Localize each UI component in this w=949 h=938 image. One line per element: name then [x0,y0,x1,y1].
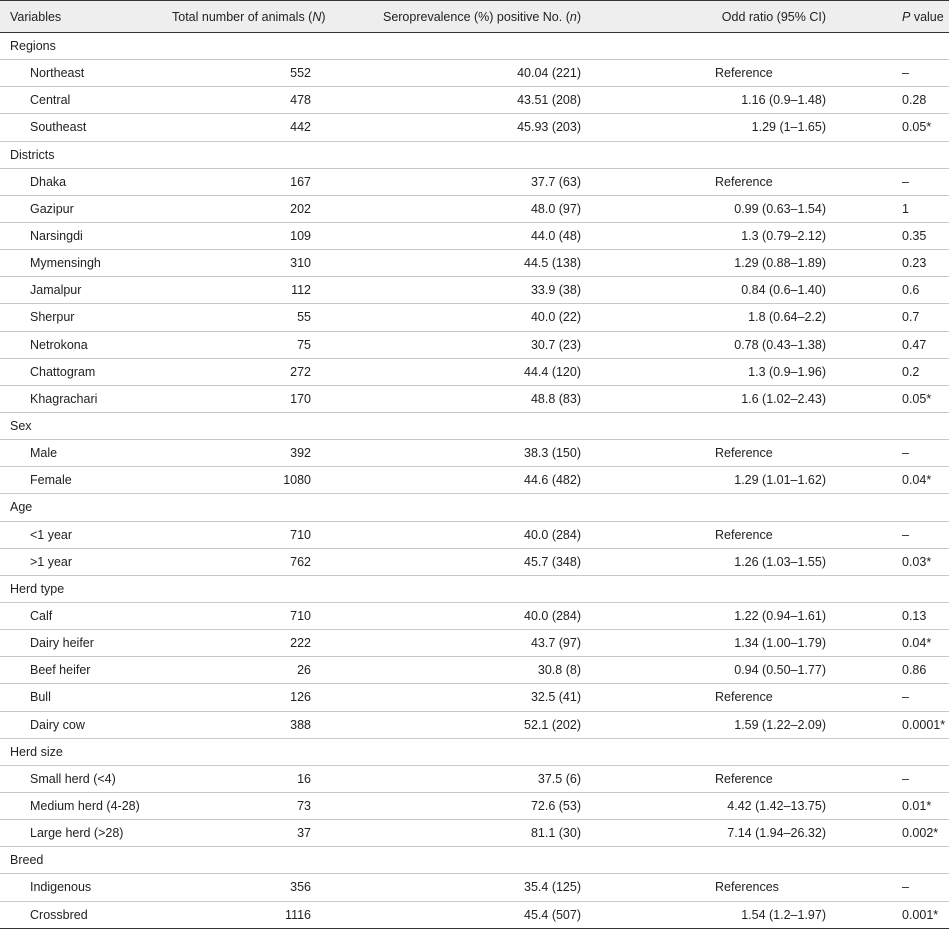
row-seroprevalence: 45.7 (348) [311,548,581,575]
table-row [0,901,949,928]
table-row [0,602,949,629]
row-p-value: 0.0001* [826,711,949,738]
row-seroprevalence: 40.04 (221) [311,60,581,87]
row-odds-ratio: 0.99 (0.63–1.54) [581,195,826,222]
row-total: 272 [172,358,311,385]
row-variable: Small herd (<4) [0,765,172,792]
group-row [0,847,949,874]
row-p-value: 0.13 [826,602,949,629]
row-odds-ratio: 1.34 (1.00–1.79) [581,630,826,657]
row-variable: >1 year [0,548,172,575]
row-total: 392 [172,440,311,467]
row-variable: Dairy heifer [0,630,172,657]
row-total: 442 [172,114,311,141]
row-seroprevalence: 37.7 (63) [311,168,581,195]
row-odds-ratio: Reference [581,684,826,711]
row-p-value: – [826,765,949,792]
header-total-prefix: Total number of animals ( [172,9,313,24]
table-row [0,114,949,141]
table-row [0,440,949,467]
header-sero-symbol: n [569,9,577,24]
row-total: 478 [172,87,311,114]
row-total: 710 [172,521,311,548]
table-row [0,87,949,114]
row-variable: Southeast [0,114,172,141]
row-seroprevalence: 72.6 (53) [311,792,581,819]
group-label: Herd size [0,738,949,765]
row-odds-ratio: 1.54 (1.2–1.97) [581,901,826,928]
header-p-symbol: P [902,9,911,24]
row-total: 37 [172,820,311,847]
row-p-value: 0.002* [826,820,949,847]
row-variable: Crossbred [0,901,172,928]
row-total: 73 [172,792,311,819]
table-body [0,33,949,929]
row-odds-ratio: Reference [581,60,826,87]
row-total: 388 [172,711,311,738]
row-variable: Central [0,87,172,114]
row-seroprevalence: 44.4 (120) [311,358,581,385]
row-variable: Large herd (>28) [0,820,172,847]
row-odds-ratio: 1.16 (0.9–1.48) [581,87,826,114]
row-total: 1116 [172,901,311,928]
row-total: 710 [172,602,311,629]
group-row [0,575,949,602]
row-total: 1080 [172,467,311,494]
row-p-value: 0.05* [826,114,949,141]
table-row [0,630,949,657]
group-label: Age [0,494,949,521]
group-label: Regions [0,33,949,60]
row-total: 112 [172,277,311,304]
row-odds-ratio: Reference [581,168,826,195]
group-label: Districts [0,141,949,168]
header-total-animals [172,1,326,33]
row-seroprevalence: 44.0 (48) [311,222,581,249]
table-row [0,304,949,331]
row-variable: Indigenous [0,874,172,901]
table-row [0,60,949,87]
row-total: 356 [172,874,311,901]
row-seroprevalence: 35.4 (125) [311,874,581,901]
row-total: 16 [172,765,311,792]
row-odds-ratio: 1.6 (1.02–2.43) [581,385,826,412]
table-row [0,195,949,222]
row-total: 202 [172,195,311,222]
row-variable: Female [0,467,172,494]
row-seroprevalence: 52.1 (202) [311,711,581,738]
row-variable: Jamalpur [0,277,172,304]
row-odds-ratio: 0.84 (0.6–1.40) [581,277,826,304]
group-label: Breed [0,847,949,874]
row-variable: Narsingdi [0,222,172,249]
row-total: 222 [172,630,311,657]
row-total: 762 [172,548,311,575]
header-total-symbol: N [312,9,322,24]
row-seroprevalence: 48.8 (83) [311,385,581,412]
row-seroprevalence: 30.7 (23) [311,331,581,358]
table-header-row [0,1,949,33]
table-row [0,820,949,847]
row-p-value: – [826,684,949,711]
row-total: 55 [172,304,311,331]
row-p-value: – [826,440,949,467]
row-seroprevalence: 81.1 (30) [311,820,581,847]
row-variable: Dhaka [0,168,172,195]
row-odds-ratio: 1.8 (0.64–2.2) [581,304,826,331]
row-odds-ratio: Reference [581,440,826,467]
group-row [0,412,949,439]
row-p-value: 1 [826,195,949,222]
row-total: 167 [172,168,311,195]
row-p-value: 0.6 [826,277,949,304]
row-odds-ratio: 1.3 (0.79–2.12) [581,222,826,249]
row-variable: Beef heifer [0,657,172,684]
row-variable: Bull [0,684,172,711]
header-sero-suffix: ) [576,9,581,24]
table-row [0,684,949,711]
row-variable: Sherpur [0,304,172,331]
row-odds-ratio: References [581,874,826,901]
row-seroprevalence: 37.5 (6) [311,765,581,792]
header-total-suffix: ) [321,9,326,24]
row-variable: Mymensingh [0,250,172,277]
row-total: 552 [172,60,311,87]
group-row [0,141,949,168]
table-row [0,792,949,819]
row-p-value: 0.04* [826,467,949,494]
header-odds-ratio: Odd ratio (95% CI) [581,1,826,33]
table-row [0,331,949,358]
table-row [0,277,949,304]
row-odds-ratio: Reference [581,765,826,792]
row-p-value: 0.7 [826,304,949,331]
row-seroprevalence: 30.8 (8) [311,657,581,684]
table-row [0,467,949,494]
row-total: 310 [172,250,311,277]
group-row [0,33,949,60]
row-seroprevalence: 45.93 (203) [311,114,581,141]
header-p-suffix: value [910,9,944,24]
row-odds-ratio: 1.29 (0.88–1.89) [581,250,826,277]
table-row [0,657,949,684]
row-seroprevalence: 38.3 (150) [311,440,581,467]
row-variable: <1 year [0,521,172,548]
row-odds-ratio: 1.26 (1.03–1.55) [581,548,826,575]
row-odds-ratio: Reference [581,521,826,548]
row-seroprevalence: 45.4 (507) [311,901,581,928]
row-variable: Dairy cow [0,711,172,738]
row-total: 75 [172,331,311,358]
row-odds-ratio: 7.14 (1.94–26.32) [581,820,826,847]
header-sero-prefix: Seroprevalence (%) positive No. ( [382,9,570,24]
table-row [0,358,949,385]
table-row [0,222,949,249]
row-odds-ratio: 0.94 (0.50–1.77) [581,657,826,684]
row-p-value: 0.001* [826,901,949,928]
header-p-value [826,1,949,33]
row-p-value: 0.03* [826,548,949,575]
row-seroprevalence: 40.0 (284) [311,602,581,629]
row-odds-ratio: 1.29 (1.01–1.62) [581,467,826,494]
row-odds-ratio: 0.78 (0.43–1.38) [581,331,826,358]
row-seroprevalence: 40.0 (22) [311,304,581,331]
row-odds-ratio: 1.22 (0.94–1.61) [581,602,826,629]
row-p-value: 0.05* [826,385,949,412]
row-p-value: – [826,521,949,548]
table-row [0,385,949,412]
row-seroprevalence: 33.9 (38) [311,277,581,304]
row-variable: Chattogram [0,358,172,385]
row-p-value: 0.04* [826,630,949,657]
table-row [0,874,949,901]
row-variable: Netrokona [0,331,172,358]
row-seroprevalence: 44.6 (482) [311,467,581,494]
group-label: Herd type [0,575,949,602]
row-total: 109 [172,222,311,249]
row-p-value: 0.2 [826,358,949,385]
row-variable: Northeast [0,60,172,87]
header-seroprevalence [311,1,581,33]
row-total: 26 [172,657,311,684]
row-seroprevalence: 43.7 (97) [311,630,581,657]
group-row [0,738,949,765]
row-p-value: 0.86 [826,657,949,684]
row-odds-ratio: 1.59 (1.22–2.09) [581,711,826,738]
row-p-value: 0.47 [826,331,949,358]
row-variable: Male [0,440,172,467]
row-p-value: – [826,60,949,87]
row-variable: Khagrachari [0,385,172,412]
row-p-value: 0.23 [826,250,949,277]
row-p-value: 0.28 [826,87,949,114]
row-variable: Medium herd (4-28) [0,792,172,819]
group-row [0,494,949,521]
row-seroprevalence: 43.51 (208) [311,87,581,114]
row-p-value: 0.01* [826,792,949,819]
table-row [0,521,949,548]
table-row [0,168,949,195]
table-row [0,765,949,792]
row-total: 170 [172,385,311,412]
table-row [0,711,949,738]
row-total: 126 [172,684,311,711]
row-odds-ratio: 1.29 (1–1.65) [581,114,826,141]
group-label: Sex [0,412,949,439]
row-p-value: – [826,874,949,901]
row-seroprevalence: 32.5 (41) [311,684,581,711]
row-odds-ratio: 4.42 (1.42–13.75) [581,792,826,819]
row-seroprevalence: 40.0 (284) [311,521,581,548]
row-variable: Gazipur [0,195,172,222]
row-seroprevalence: 44.5 (138) [311,250,581,277]
header-variables: Variables [0,1,172,33]
row-odds-ratio: 1.3 (0.9–1.96) [581,358,826,385]
table-row [0,548,949,575]
row-variable: Calf [0,602,172,629]
table-row [0,250,949,277]
row-p-value: – [826,168,949,195]
row-p-value: 0.35 [826,222,949,249]
row-seroprevalence: 48.0 (97) [311,195,581,222]
